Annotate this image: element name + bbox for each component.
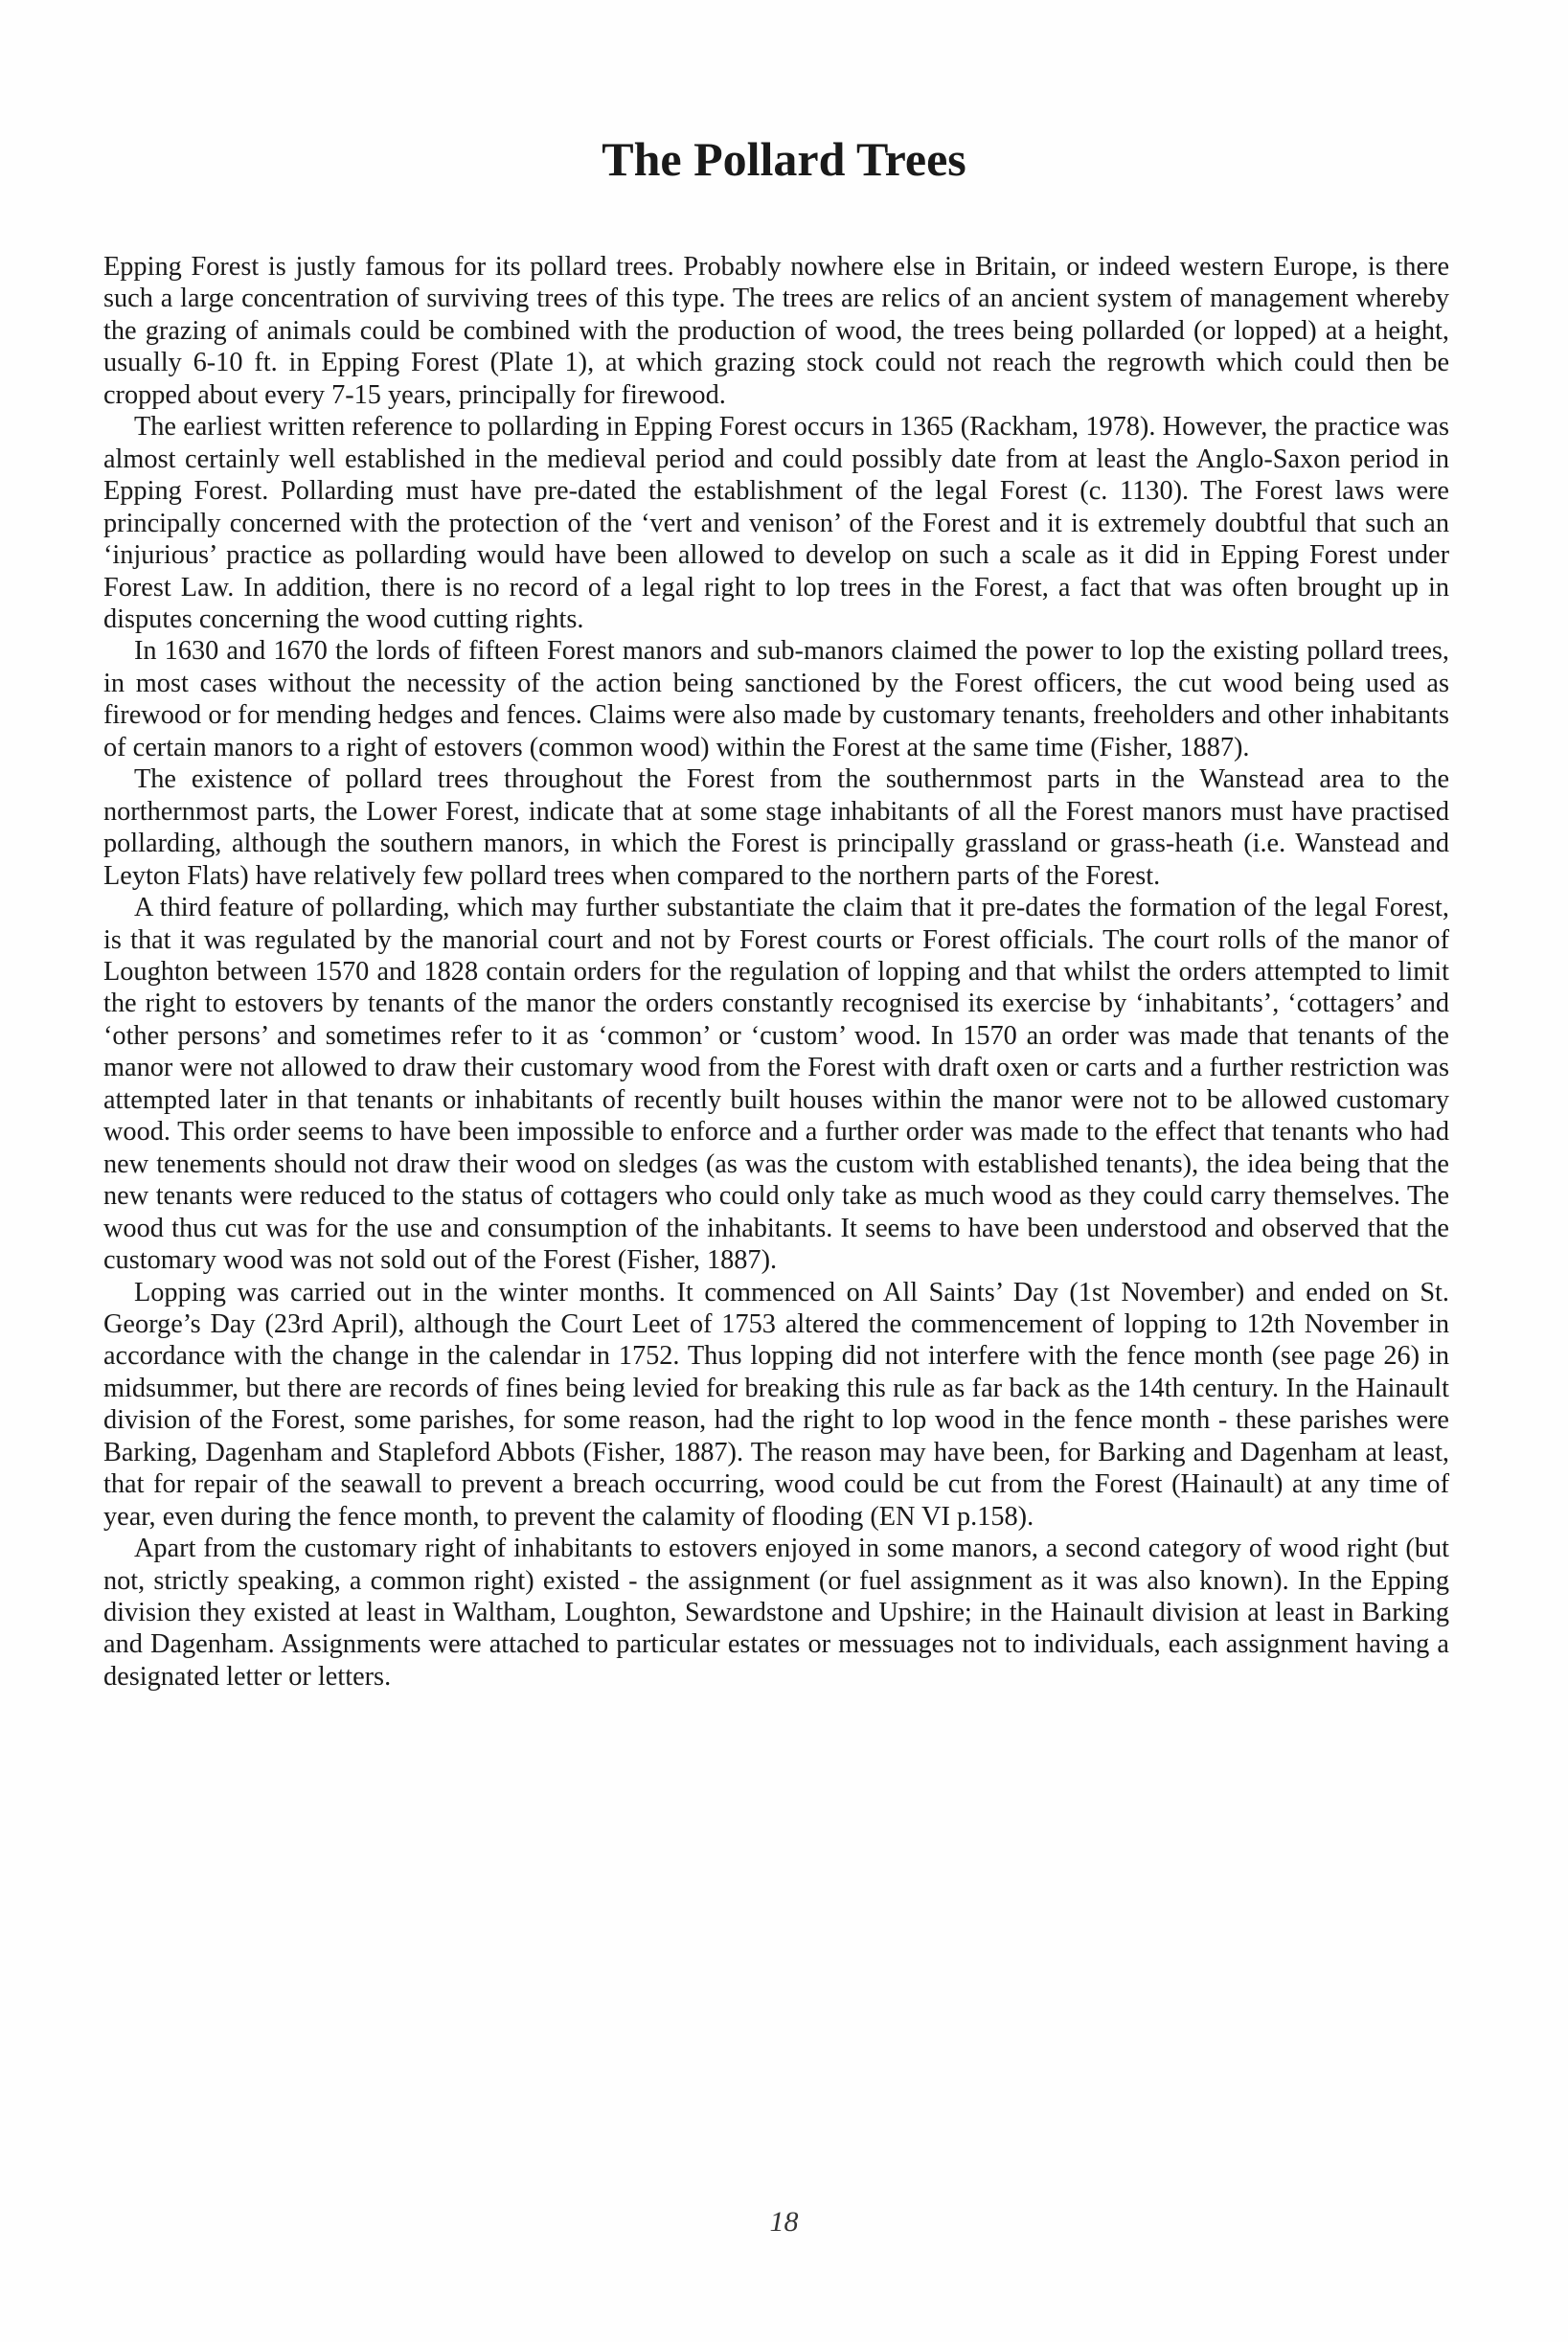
paragraph-intro: Epping Forest is justly famous for its pollard trees. Probably nowhere else in Britain, or indeed western Europe, is there such a large concentration of surviving trees of this type. The trees are relics of an ancient system of management whereby the grazing of animals could be combined with the production of wood, the trees being pollarded (or lopped) at a height, usually 6-10 ft. in Epping Forest (Plate 1), at which grazing stock could not reach the regrowth which could then be cropped about every 7-15 years, principally for firewood.	[103, 252, 1449, 410]
paragraph-lords-claims: In 1630 and 1670 the lords of fifteen Forest manors and sub-manors claimed the power to lop the existing pollard trees, in most cases without the necessity of the action being sanctioned by the Forest officers, the cut wood being used as firewood or for mending hedges and fences. Claims were also made by customary tenants, freeholders and other inhabitants of certain manors to a right of estovers (common wood) within the Forest at the same time (Fisher, 1887).	[103, 636, 1449, 762]
page-title: The Pollard Trees	[602, 132, 966, 186]
paragraph-lopping-season: Lopping was carried out in the winter months. It commenced on All Saints’ Day (1st November) and ended on St. George’s Day (23rd April), although the Court Leet of 1753 altered the commencement of lopping to 12th November in accordance with the change in the calendar in 1752. Thus lopping did not interfere with the fence month (see page 26) in midsummer, but there are records of fines being levied for breaking this rule as far back as the 14th century. In the Hainault division of the Forest, some parishes, for some reason, had the right to lop wood in the fence month - these parishes were Barking, Dagenham and Stapleford Abbots (Fisher, 1887). The reason may have been, for Barking and Dagenham at least, that for repair of the seawall to prevent a breach occurring, wood could be cut from the Forest (Hainault) at any time of year, even during the fence month, to prevent the calamity of flooding (EN VI p.158).	[103, 1277, 1449, 1532]
paragraph-third-feature: A third feature of pollarding, which may further substantiate the claim that it pre-dates the formation of the legal Forest, is that it was regulated by the manorial court and not by Forest courts or Forest officials. The court rolls of the manor of Loughton between 1570 and 1828 contain orders for the regulation of lopping and that whilst the orders attempted to limit the right to estovers by tenants of the manor the orders constantly recognised its exercise by ‘inhabitants’, ‘cottagers’ and ‘other persons’ and sometimes refer to it as ‘common’ or ‘custom’ wood. In 1570 an order was made that tenants of the manor were not allowed to draw their customary wood from the Forest with draft oxen or carts and a further restriction was attempted later in that tenants or inhabitants of recently built houses within the manor were not to be allowed customary wood. This order seems to have been impossible to enforce and a further order was made to the effect that tenants who had new tenements should not draw their wood on sledges (as was the custom with established tenants), the idea being that the new tenants were reduced to the status of cottagers who could only take as much wood as they could carry themselves. The wood thus cut was for the use and consumption of the inhabitants. It seems to have been understood and observed that the customary wood was not sold out of the Forest (Fisher, 1887).	[103, 893, 1449, 1276]
paragraph-earliest-reference: The earliest written reference to pollarding in Epping Forest occurs in 1365 (Rackham, 1978). However, the practice was almost certainly well established in the medieval period and could possibly date from at least the Anglo-Saxon period in Epping Forest. Pollarding must have pre-dated the establishment of the legal Forest (c. 1130). The Forest laws were principally concerned with the protection of the ‘vert and venison’ of the Forest and it is extremely doubtful that such an ‘injurious’ practice as pollarding would have been allowed to develop on such a scale as it did in Epping Forest under Forest Law. In addition, there is no record of a legal right to lop trees in the Forest, a fact that was often brought up in disputes concerning the wood cutting rights.	[103, 412, 1449, 634]
paragraph-assignments: Apart from the customary right of inhabitants to estovers enjoyed in some manors, a second category of wood right (but not, strictly speaking, a common right) existed - the assignment (or fuel assignment as it was also known). In the Epping division they existed at least in Waltham, Loughton, Sewardstone and Upshire; in the Hainault division at least in Barking and Dagenham. Assignments were attached to particular estates or messuages not to individuals, each assignment having a designated letter or letters.	[103, 1534, 1449, 1692]
paragraph-existence: The existence of pollard trees throughout the Forest from the southernmost parts in the Wanstead area to the northernmost parts, the Lower Forest, indicate that at some stage inhabitants of all the Forest manors must have practised pollarding, although the southern manors, in which the Forest is principally grassland or grass-heath (i.e. Wanstead and Leyton Flats) have relatively few pollard trees when compared to the northern parts of the Forest.	[103, 764, 1449, 891]
body-text	[103, 251, 1449, 1693]
page-number: 18	[769, 2206, 799, 2238]
